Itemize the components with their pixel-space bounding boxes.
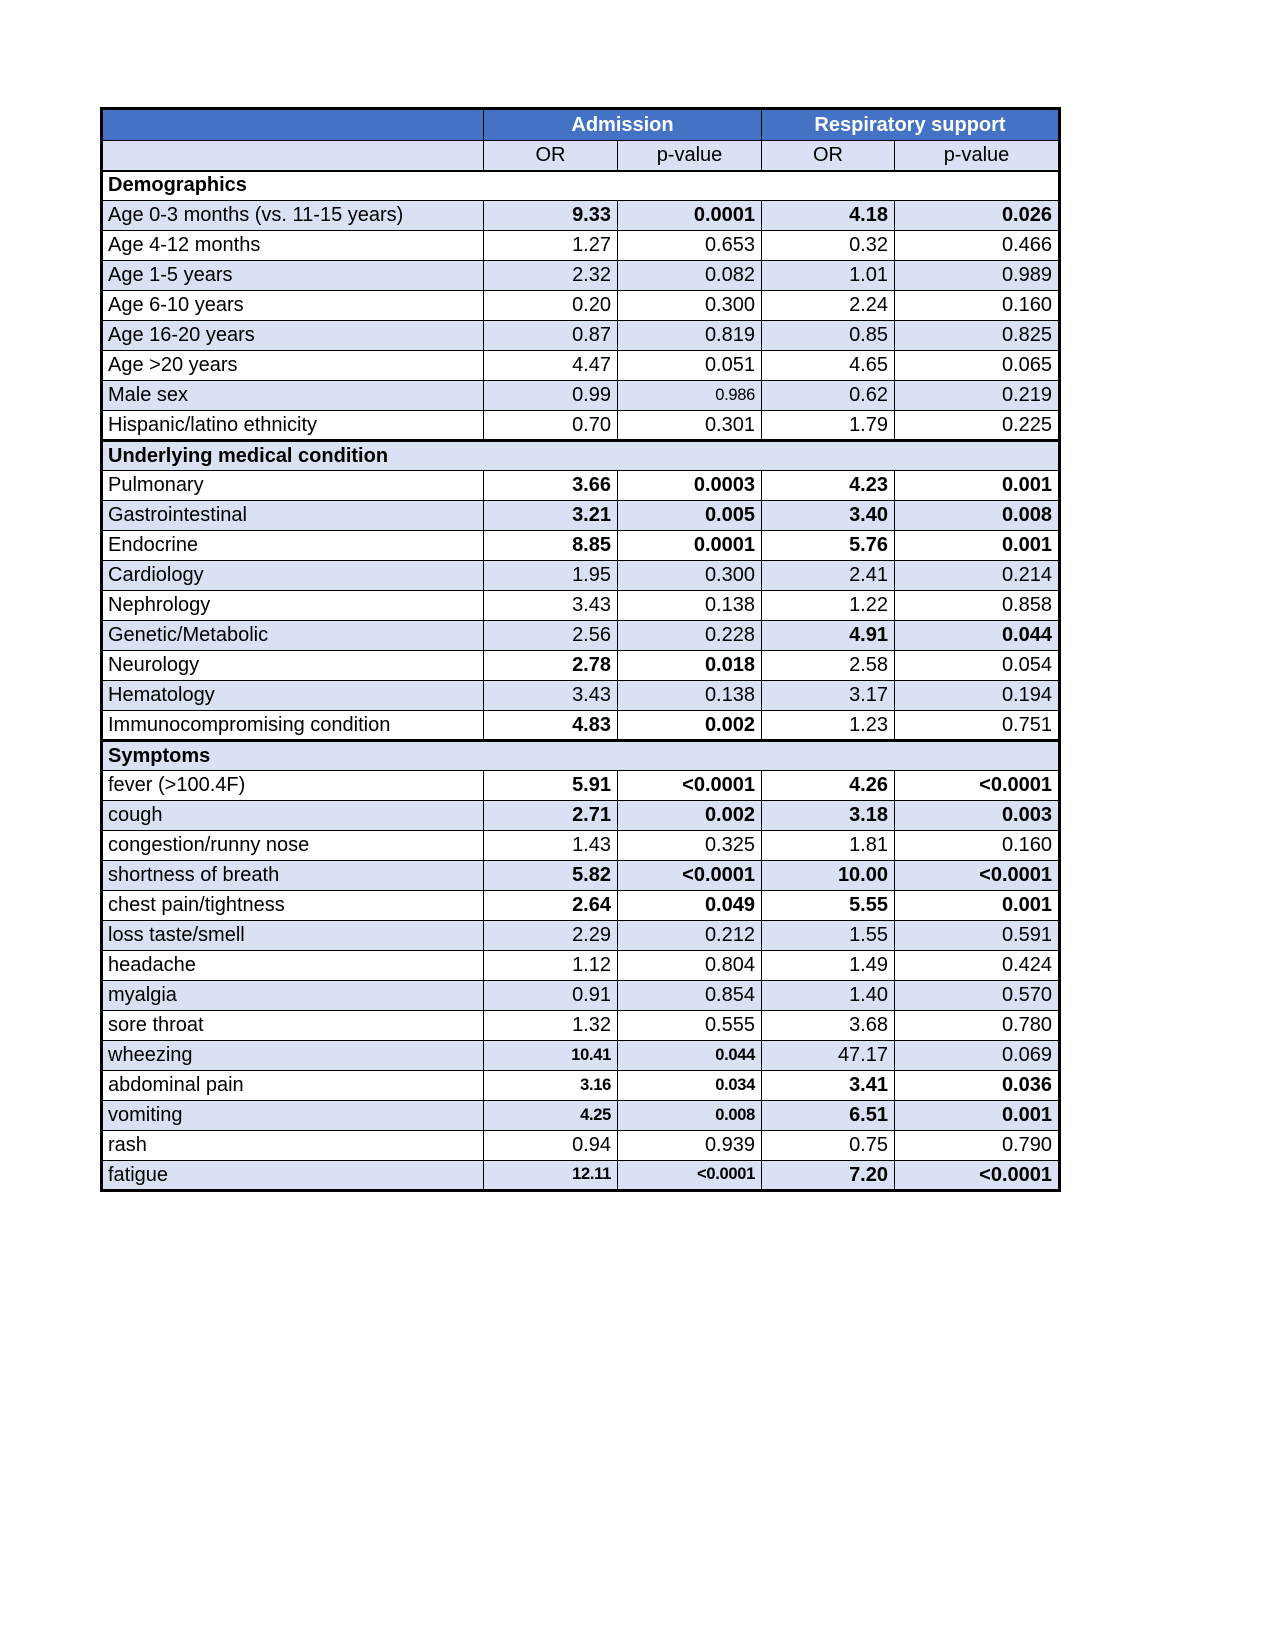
admission-pvalue-cell: 0.653 (618, 231, 762, 261)
admission-or-cell: 1.12 (484, 951, 618, 981)
respiratory-or-cell: 0.62 (762, 381, 895, 411)
table-row (102, 501, 1060, 531)
admission-pvalue-cell: <0.0001 (618, 861, 762, 891)
admission-pvalue-cell: 0.049 (618, 891, 762, 921)
respiratory-pvalue-cell: 0.570 (895, 981, 1060, 1011)
row-label: Pulmonary (102, 471, 484, 501)
table-row (102, 591, 1060, 621)
admission-pvalue-cell: 0.008 (618, 1101, 762, 1131)
respiratory-pvalue-cell: 0.001 (895, 531, 1060, 561)
row-label: wheezing (102, 1041, 484, 1071)
row-label: Genetic/Metabolic (102, 621, 484, 651)
admission-or-cell: 3.43 (484, 681, 618, 711)
admission-or-cell: 1.95 (484, 561, 618, 591)
respiratory-or-cell: 47.17 (762, 1041, 895, 1071)
admission-pvalue-cell: 0.300 (618, 291, 762, 321)
admission-or-cell: 1.32 (484, 1011, 618, 1041)
admission-pvalue-cell: 0.986 (618, 381, 762, 411)
row-label: Male sex (102, 381, 484, 411)
admission-or-cell: 0.94 (484, 1131, 618, 1161)
respiratory-pvalue-cell: 0.219 (895, 381, 1060, 411)
empty-label-header (102, 141, 484, 171)
odds-ratio-table (100, 107, 1061, 1192)
admission-or-cell: 8.85 (484, 531, 618, 561)
admission-pvalue-cell: 0.082 (618, 261, 762, 291)
admission-or-cell: 2.78 (484, 651, 618, 681)
table-row (102, 561, 1060, 591)
admission-or-cell: 1.27 (484, 231, 618, 261)
respiratory-pvalue-cell: 0.026 (895, 201, 1060, 231)
respiratory-or-cell: 1.79 (762, 411, 895, 441)
admission-or-cell: 3.43 (484, 591, 618, 621)
respiratory-pvalue-cell: 0.001 (895, 891, 1060, 921)
respiratory-pvalue-cell: 0.003 (895, 801, 1060, 831)
respiratory-pvalue-cell: 0.989 (895, 261, 1060, 291)
admission-group-header: Admission (484, 109, 762, 141)
admission-pvalue-cell: 0.044 (618, 1041, 762, 1071)
respiratory-or-cell: 1.81 (762, 831, 895, 861)
table-row (102, 951, 1060, 981)
respiratory-or-cell: 2.41 (762, 561, 895, 591)
admission-or-cell: 5.82 (484, 861, 618, 891)
row-label: Hematology (102, 681, 484, 711)
admission-or-cell: 2.71 (484, 801, 618, 831)
section-title: Underlying medical condition (102, 441, 1060, 471)
admission-pvalue-cell: 0.002 (618, 711, 762, 741)
admission-or-header: OR (484, 141, 618, 171)
table-row (102, 1131, 1060, 1161)
respiratory-or-cell: 3.68 (762, 1011, 895, 1041)
admission-pvalue-cell: 0.0001 (618, 531, 762, 561)
admission-or-cell: 0.87 (484, 321, 618, 351)
respiratory-support-group-header: Respiratory support (762, 109, 1060, 141)
row-label: Endocrine (102, 531, 484, 561)
respiratory-pvalue-cell: 0.424 (895, 951, 1060, 981)
row-label: congestion/runny nose (102, 831, 484, 861)
admission-pvalue-cell: 0.228 (618, 621, 762, 651)
respiratory-or-cell: 1.55 (762, 921, 895, 951)
admission-pvalue-cell: <0.0001 (618, 771, 762, 801)
respiratory-or-cell: 5.55 (762, 891, 895, 921)
respiratory-or-header: OR (762, 141, 895, 171)
table-row (102, 531, 1060, 561)
admission-pvalue-cell: 0.819 (618, 321, 762, 351)
corner-cell (102, 109, 484, 141)
row-label: shortness of breath (102, 861, 484, 891)
respiratory-pvalue-cell: 0.008 (895, 501, 1060, 531)
admission-or-cell: 4.25 (484, 1101, 618, 1131)
admission-pvalue-cell: 0.854 (618, 981, 762, 1011)
respiratory-pvalue-cell: 0.001 (895, 1101, 1060, 1131)
table-row (102, 201, 1060, 231)
admission-or-cell: 4.83 (484, 711, 618, 741)
admission-pvalue-cell: 0.018 (618, 651, 762, 681)
table-row (102, 321, 1060, 351)
respiratory-pvalue-cell: 0.001 (895, 471, 1060, 501)
row-label: rash (102, 1131, 484, 1161)
table-row (102, 681, 1060, 711)
admission-or-cell: 12.11 (484, 1161, 618, 1191)
admission-pvalue-header: p-value (618, 141, 762, 171)
respiratory-pvalue-cell: 0.065 (895, 351, 1060, 381)
respiratory-or-cell: 7.20 (762, 1161, 895, 1191)
respiratory-or-cell: 6.51 (762, 1101, 895, 1131)
row-label: fever (>100.4F) (102, 771, 484, 801)
row-label: Age 0-3 months (vs. 11-15 years) (102, 201, 484, 231)
respiratory-pvalue-cell: 0.054 (895, 651, 1060, 681)
respiratory-pvalue-cell: 0.194 (895, 681, 1060, 711)
respiratory-pvalue-cell: 0.825 (895, 321, 1060, 351)
admission-or-cell: 3.66 (484, 471, 618, 501)
table-row (102, 831, 1060, 861)
admission-pvalue-cell: 0.212 (618, 921, 762, 951)
row-label: Age >20 years (102, 351, 484, 381)
table-row (102, 891, 1060, 921)
row-label: myalgia (102, 981, 484, 1011)
respiratory-pvalue-cell: 0.160 (895, 291, 1060, 321)
row-label: Hispanic/latino ethnicity (102, 411, 484, 441)
respiratory-pvalue-cell: 0.466 (895, 231, 1060, 261)
respiratory-or-cell: 3.17 (762, 681, 895, 711)
table-row (102, 261, 1060, 291)
row-label: Nephrology (102, 591, 484, 621)
table-row (102, 801, 1060, 831)
row-label: cough (102, 801, 484, 831)
row-label: chest pain/tightness (102, 891, 484, 921)
respiratory-or-cell: 1.40 (762, 981, 895, 1011)
respiratory-pvalue-cell: 0.036 (895, 1071, 1060, 1101)
admission-or-cell: 2.64 (484, 891, 618, 921)
admission-pvalue-cell: 0.138 (618, 681, 762, 711)
respiratory-or-cell: 2.24 (762, 291, 895, 321)
admission-pvalue-cell: 0.939 (618, 1131, 762, 1161)
table-row (102, 1041, 1060, 1071)
respiratory-pvalue-cell: 0.790 (895, 1131, 1060, 1161)
admission-pvalue-cell: 0.034 (618, 1071, 762, 1101)
respiratory-pvalue-cell: 0.069 (895, 1041, 1060, 1071)
admission-pvalue-cell: <0.0001 (618, 1161, 762, 1191)
admission-or-cell: 9.33 (484, 201, 618, 231)
respiratory-or-cell: 1.01 (762, 261, 895, 291)
row-label: Age 1-5 years (102, 261, 484, 291)
admission-pvalue-cell: 0.0001 (618, 201, 762, 231)
respiratory-or-cell: 1.22 (762, 591, 895, 621)
row-label: Cardiology (102, 561, 484, 591)
row-label: loss taste/smell (102, 921, 484, 951)
row-label: fatigue (102, 1161, 484, 1191)
respiratory-or-cell: 0.85 (762, 321, 895, 351)
table-row (102, 1101, 1060, 1131)
table-row (102, 231, 1060, 261)
respiratory-pvalue-cell: 0.160 (895, 831, 1060, 861)
row-label: headache (102, 951, 484, 981)
admission-or-cell: 3.21 (484, 501, 618, 531)
respiratory-or-cell: 0.75 (762, 1131, 895, 1161)
respiratory-pvalue-cell: 0.591 (895, 921, 1060, 951)
admission-or-cell: 2.56 (484, 621, 618, 651)
admission-or-cell: 2.29 (484, 921, 618, 951)
table-row (102, 471, 1060, 501)
respiratory-or-cell: 2.58 (762, 651, 895, 681)
respiratory-or-cell: 5.76 (762, 531, 895, 561)
section-title: Demographics (102, 171, 1060, 201)
table-row (102, 921, 1060, 951)
subheader-row (102, 141, 1060, 171)
respiratory-pvalue-cell: <0.0001 (895, 1161, 1060, 1191)
respiratory-pvalue-cell: 0.225 (895, 411, 1060, 441)
respiratory-or-cell: 4.23 (762, 471, 895, 501)
admission-or-cell: 3.16 (484, 1071, 618, 1101)
admission-pvalue-cell: 0.051 (618, 351, 762, 381)
respiratory-or-cell: 1.23 (762, 711, 895, 741)
admission-or-cell: 1.43 (484, 831, 618, 861)
respiratory-pvalue-cell: 0.751 (895, 711, 1060, 741)
admission-pvalue-cell: 0.301 (618, 411, 762, 441)
row-label: Age 4-12 months (102, 231, 484, 261)
table-row (102, 1161, 1060, 1191)
admission-pvalue-cell: 0.300 (618, 561, 762, 591)
row-label: vomiting (102, 1101, 484, 1131)
section-header-row (102, 441, 1060, 471)
table-row (102, 651, 1060, 681)
respiratory-or-cell: 4.18 (762, 201, 895, 231)
admission-or-cell: 0.91 (484, 981, 618, 1011)
respiratory-or-cell: 4.91 (762, 621, 895, 651)
respiratory-or-cell: 4.65 (762, 351, 895, 381)
admission-or-cell: 4.47 (484, 351, 618, 381)
admission-pvalue-cell: 0.555 (618, 1011, 762, 1041)
odds-ratio-table-container (100, 107, 1058, 1192)
row-label: Age 6-10 years (102, 291, 484, 321)
respiratory-or-cell: 1.49 (762, 951, 895, 981)
respiratory-pvalue-cell: <0.0001 (895, 771, 1060, 801)
admission-or-cell: 0.99 (484, 381, 618, 411)
respiratory-or-cell: 4.26 (762, 771, 895, 801)
table-row (102, 1071, 1060, 1101)
section-title: Symptoms (102, 741, 1060, 771)
admission-or-cell: 2.32 (484, 261, 618, 291)
respiratory-pvalue-header: p-value (895, 141, 1060, 171)
respiratory-pvalue-cell: 0.780 (895, 1011, 1060, 1041)
respiratory-pvalue-cell: 0.044 (895, 621, 1060, 651)
respiratory-or-cell: 10.00 (762, 861, 895, 891)
respiratory-pvalue-cell: 0.214 (895, 561, 1060, 591)
respiratory-or-cell: 3.40 (762, 501, 895, 531)
table-row (102, 291, 1060, 321)
admission-pvalue-cell: 0.002 (618, 801, 762, 831)
table-row (102, 981, 1060, 1011)
admission-or-cell: 5.91 (484, 771, 618, 801)
respiratory-pvalue-cell: 0.858 (895, 591, 1060, 621)
admission-or-cell: 0.70 (484, 411, 618, 441)
admission-pvalue-cell: 0.325 (618, 831, 762, 861)
admission-pvalue-cell: 0.005 (618, 501, 762, 531)
row-label: Neurology (102, 651, 484, 681)
row-label: Immunocompromising condition (102, 711, 484, 741)
table-row (102, 411, 1060, 441)
row-label: abdominal pain (102, 1071, 484, 1101)
table-row (102, 351, 1060, 381)
table-row (102, 861, 1060, 891)
row-label: Age 16-20 years (102, 321, 484, 351)
respiratory-pvalue-cell: <0.0001 (895, 861, 1060, 891)
respiratory-or-cell: 3.41 (762, 1071, 895, 1101)
admission-pvalue-cell: 0.804 (618, 951, 762, 981)
row-label: sore throat (102, 1011, 484, 1041)
admission-or-cell: 0.20 (484, 291, 618, 321)
table-row (102, 711, 1060, 741)
row-label: Gastrointestinal (102, 501, 484, 531)
respiratory-or-cell: 3.18 (762, 801, 895, 831)
table-row (102, 771, 1060, 801)
table-row (102, 381, 1060, 411)
admission-pvalue-cell: 0.0003 (618, 471, 762, 501)
admission-pvalue-cell: 0.138 (618, 591, 762, 621)
admission-or-cell: 10.41 (484, 1041, 618, 1071)
section-header-row (102, 741, 1060, 771)
section-header-row (102, 171, 1060, 201)
group-header-row (102, 109, 1060, 141)
table-row (102, 1011, 1060, 1041)
table-body (102, 171, 1060, 1191)
respiratory-or-cell: 0.32 (762, 231, 895, 261)
table-row (102, 621, 1060, 651)
